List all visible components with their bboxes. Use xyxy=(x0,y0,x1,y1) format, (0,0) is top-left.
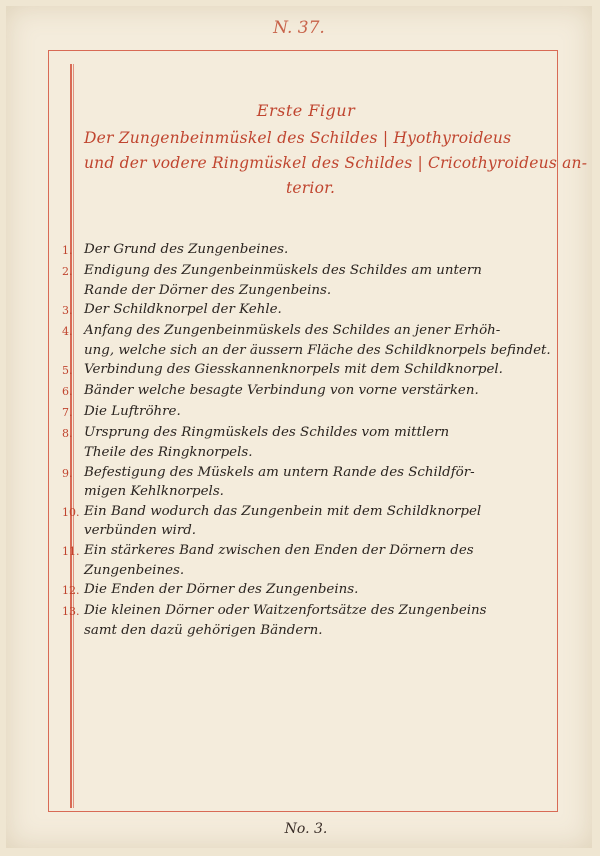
entry-text xyxy=(84,402,181,422)
legend-entry xyxy=(62,502,562,541)
legend-entry xyxy=(62,463,562,502)
entry-text xyxy=(84,240,288,260)
legend-list xyxy=(62,240,562,640)
entry-line: Bänder welche besagte Verbindung von vorne verstärken. xyxy=(84,383,479,399)
legend-entry xyxy=(62,601,562,640)
legend-entry xyxy=(62,321,562,360)
entry-text xyxy=(84,502,481,541)
entry-line: verbünden wird. xyxy=(84,523,197,539)
entry-line: Befestigung des Müskels am untern Rande des Schildför- xyxy=(84,464,475,480)
entry-line: Zungenbeines. xyxy=(84,562,185,578)
heading-line: terior. xyxy=(286,179,336,197)
entry-line: Der Schildknorpel der Kehle. xyxy=(84,302,282,318)
legend-entry xyxy=(62,261,562,300)
entry-line: Verbindung des Giesskannenknorpels mit dem Schildknorpel. xyxy=(84,362,503,378)
entry-line: Theile des Ringknorpels. xyxy=(84,444,253,460)
entry-number: 7. xyxy=(62,406,73,420)
entry-text xyxy=(84,261,482,300)
entry-line: Ein stärkeres Band zwischen den Enden der Dörnern des xyxy=(84,542,474,558)
figure-title: Erste Figur xyxy=(256,101,356,120)
entry-line: Endigung des Zungenbeinmüskels des Schildes am untern xyxy=(84,263,482,278)
manuscript-page xyxy=(6,6,592,848)
entry-number: 11. xyxy=(62,544,80,558)
entry-number: 2. xyxy=(62,265,73,278)
entry-text xyxy=(84,423,449,462)
page-number: N. 37. xyxy=(273,18,325,38)
legend-entry xyxy=(62,300,562,321)
legend-entry xyxy=(62,402,562,423)
entry-number: 4. xyxy=(62,325,73,339)
entry-line: migen Kehlknorpels. xyxy=(84,484,224,500)
legend-entry xyxy=(62,541,562,580)
entry-number: 9. xyxy=(62,466,73,480)
legend-entry xyxy=(62,580,562,601)
entry-number: 12. xyxy=(62,584,80,598)
entry-line: Ein Band wodurch das Zungenbein mit dem Schildknorpel xyxy=(84,503,482,519)
entry-text xyxy=(84,321,551,360)
entry-line: Der Grund des Zungenbeines. xyxy=(84,242,289,257)
entry-number: 13. xyxy=(62,605,80,619)
heading-line: Der Zungenbeinmüskel des Schildes | Hyothyroideus xyxy=(84,129,512,147)
entry-line: ung, welche sich an der äussern Fläche des Schildknorpels befindet. xyxy=(84,342,551,358)
legend-entry xyxy=(62,381,562,402)
entry-line: Die Enden der Dörner des Zungenbeins. xyxy=(84,582,359,598)
entry-line: Rande der Dörner des Zungenbeins. xyxy=(84,282,332,298)
entry-number: 3. xyxy=(62,304,73,318)
entry-line: Ursprung des Ringmüskels des Schildes vom mittlern xyxy=(84,425,450,441)
legend-entry xyxy=(62,240,562,261)
entry-number: 10. xyxy=(62,505,80,519)
entry-line: Anfang des Zungenbeinmüskels des Schildes an jener Erhöh- xyxy=(84,323,501,339)
entry-text xyxy=(84,360,503,380)
entry-text xyxy=(84,300,282,320)
entry-number: 1. xyxy=(62,244,73,257)
entry-number: 6. xyxy=(62,385,73,399)
entry-text xyxy=(84,541,474,580)
legend-entry xyxy=(62,423,562,462)
entry-line: samt den dazü gehörigen Bändern. xyxy=(84,622,323,638)
legend-entry xyxy=(62,360,562,381)
figure-heading xyxy=(84,126,588,201)
entry-text xyxy=(84,463,475,502)
entry-number: 5. xyxy=(62,364,73,378)
entry-text xyxy=(84,601,487,640)
entry-text xyxy=(84,580,358,600)
entry-text xyxy=(84,381,479,401)
entry-line: Die kleinen Dörner oder Waitzenfortsätze des Zungenbeins xyxy=(84,603,487,619)
heading-line: und der vodere Ringmüskel des Schildes | Cricothyroideus an- xyxy=(84,154,588,172)
footer-mark: No. 3. xyxy=(284,821,328,837)
entry-number: 8. xyxy=(62,427,73,441)
entry-line: Die Luftröhre. xyxy=(84,404,181,420)
